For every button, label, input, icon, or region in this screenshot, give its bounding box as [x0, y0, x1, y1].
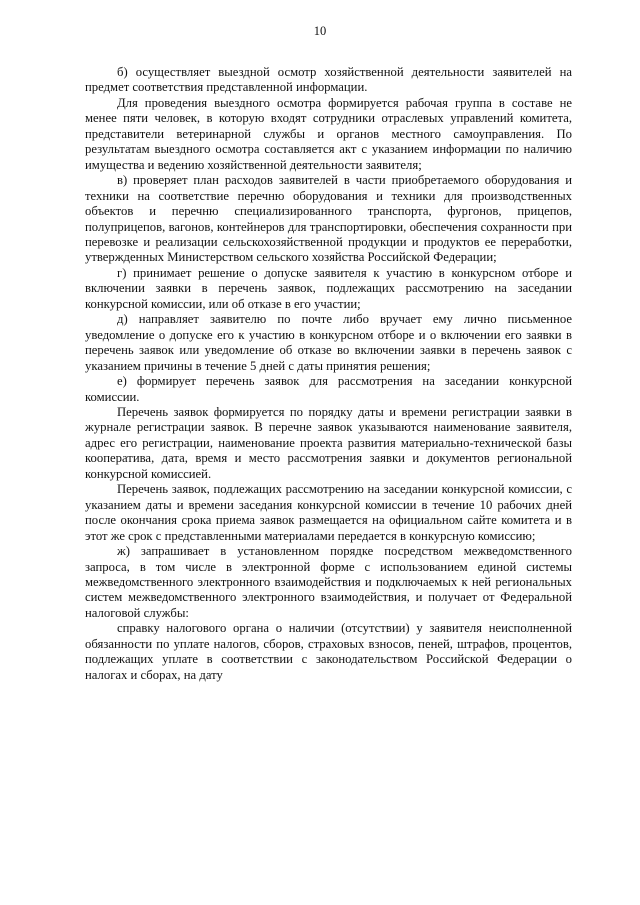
paragraph-zh: ж) запрашивает в установленном порядке посредством межведомственного запроса, в том числе в электронной форме с использованием единой системы межведомственного электронного взаимодействия и подключаемых к ней региональных систем межведомственного электронного взаимодействия, и получает от Федеральной налоговой службы: — [85, 544, 572, 620]
paragraph-inspection-group: Для проведения выездного осмотра формируется рабочая группа в составе не менее пяти человек, в которую входят сотрудники отраслевых управлений комитета, представители ветеринарной службы и органов местного самоуправления. По результатам выездного осмотра составляется акт с указанием информации по наличию имущества и ведению хозяйственной деятельности заявителя; — [85, 95, 572, 172]
paragraph-g: г) принимает решение о допуске заявителя к участию в конкурсном отборе и включении заявки в перечень заявок, подлежащих рассмотрению на заседании конкурсной комиссии, или об отказе в его участии; — [85, 265, 572, 311]
paragraph-v: в) проверяет план расходов заявителей в части приобретаемого оборудования и техники на соответствие перечню оборудования и техники для производственных объектов и перечню специализированного транспорта, фургонов, прицепов, полуприцепов, вагонов, контейнеров для транспортировки, обеспечения сохранности при перевозке и реализации сельскохозяйственной продукции и продуктов ее переработки, утвержденных Министерством сельского хозяйства Российской Федерации; — [85, 173, 572, 265]
paragraph-b: б) осуществляет выездной осмотр хозяйственной деятельности заявителей на предмет соответствия представленной информации. — [85, 65, 572, 95]
paragraph-list-publication: Перечень заявок, подлежащих рассмотрению на заседании конкурсной комиссии, с указанием даты и времени заседания конкурсной комиссии в течение 10 рабочих дней после окончания срока приема заявок размещается на официальном сайте комитета и в этот же срок с представленными материалами передается в конкурсную комиссию; — [85, 482, 572, 543]
document-body — [85, 65, 572, 683]
paragraph-d: д) направляет заявителю по почте либо вручает ему лично письменное уведомление о допуске его к участию в конкурсном отборе и о включении его заявки в перечень заявок или уведомление об отказе во включении заявки в перечень заявок с указанием причины в течение 5 дней с даты принятия решения; — [85, 312, 572, 373]
paragraph-tax-certificate: справку налогового органа о наличии (отсутствии) у заявителя неисполненной обязанности по уплате налогов, сборов, страховых взносов, пеней, штрафов, процентов, подлежащих уплате в соответствии с законодательством Российской Федерации о налогах и сборах, на дату — [85, 621, 572, 682]
page-number: 10 — [313, 24, 327, 38]
paragraph-list-formation: Перечень заявок формируется по порядку даты и времени регистрации заявки в журнале регистрации заявок. В перечне заявок указываются наименование заявителя, адрес его регистрации, наименование проекта развития материально-технической базы кооператива, дата, время и место рассмотрения заявки и документов региональной конкурсной комиссией. — [85, 404, 572, 481]
paragraph-e: е) формирует перечень заявок для рассмотрения на заседании конкурсной комиссии. — [85, 374, 572, 404]
